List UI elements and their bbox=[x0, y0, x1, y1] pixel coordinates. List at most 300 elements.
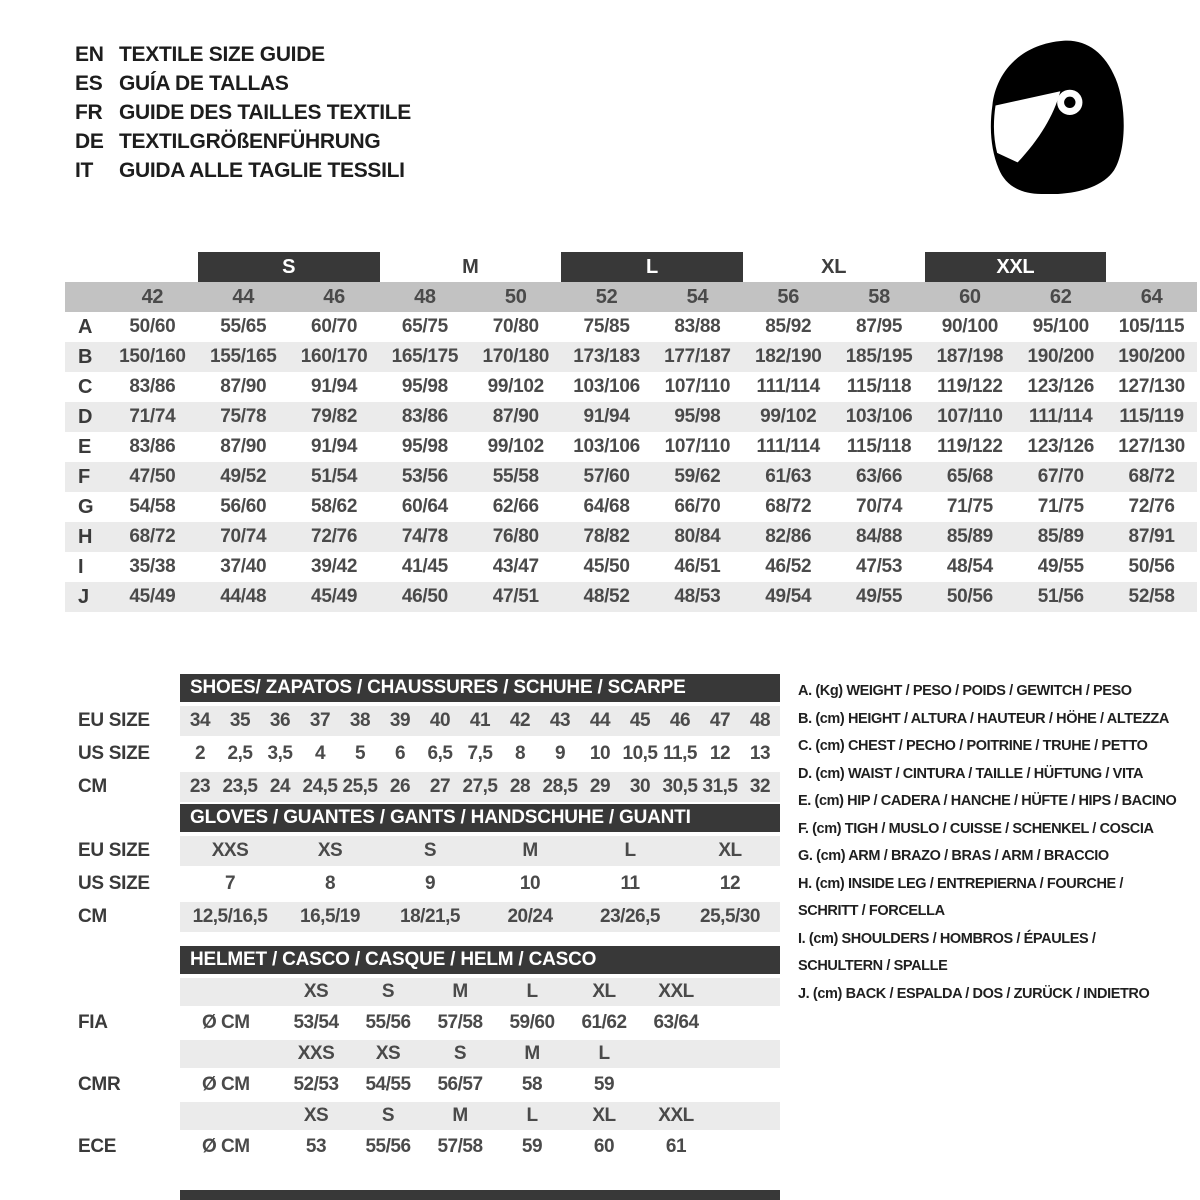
size-cell: 83/86 bbox=[401, 406, 448, 427]
row-label: A bbox=[78, 315, 93, 338]
legend-item: D. (cm) WAIST / CINTURA / TAILLE / HÜFTUNG / VITA bbox=[798, 765, 1144, 782]
size-cell: 34 bbox=[189, 710, 211, 731]
size-cell: XL bbox=[592, 981, 616, 1002]
size-cell: 4 bbox=[314, 743, 326, 764]
shoes-values bbox=[180, 739, 780, 769]
cutoff-header-bar bbox=[180, 1190, 780, 1200]
size-cell: 7 bbox=[224, 873, 236, 894]
size-cell: 59 bbox=[521, 1136, 543, 1157]
row-label: H bbox=[78, 525, 93, 548]
size-cell: 123/126 bbox=[1027, 376, 1095, 397]
size-cell: 23 bbox=[189, 776, 211, 797]
language-title-block bbox=[75, 40, 411, 185]
size-header-row bbox=[65, 252, 1197, 282]
size-cell: S bbox=[453, 1043, 467, 1064]
shoes-title: SHOES/ ZAPATOS / CHAUSSURES / SCHUHE / SCARPE bbox=[180, 674, 780, 702]
size-cell: 95/98 bbox=[674, 406, 721, 427]
size-cell: 107/110 bbox=[937, 406, 1003, 427]
size-cell: 53/54 bbox=[293, 1012, 339, 1033]
size-cell: 61/63 bbox=[765, 466, 812, 487]
size-cell: 127/130 bbox=[1118, 436, 1185, 457]
size-cell: 56/60 bbox=[220, 496, 267, 517]
language-title: GUIDE DES TAILLES TEXTILE bbox=[119, 101, 411, 124]
helmet-size-row bbox=[65, 1102, 780, 1130]
size-cell: 55/58 bbox=[492, 466, 539, 487]
shoes-row bbox=[65, 739, 780, 769]
size-cell: 187/198 bbox=[936, 346, 1004, 367]
language-row bbox=[75, 69, 411, 98]
size-cell: XS bbox=[303, 1105, 329, 1126]
helmet-size-row bbox=[65, 978, 780, 1006]
column-header: 62 bbox=[1049, 285, 1072, 308]
size-cell: 84/88 bbox=[856, 526, 903, 547]
size-cell: 103/106 bbox=[845, 406, 913, 427]
size-header-M: M bbox=[462, 255, 479, 278]
column-header: 60 bbox=[959, 285, 981, 308]
size-cell: 91/94 bbox=[311, 436, 358, 457]
size-cell: 65/75 bbox=[401, 316, 448, 337]
size-cell: 58/62 bbox=[311, 496, 358, 517]
gloves-row bbox=[65, 869, 780, 899]
size-cell: 57/60 bbox=[583, 466, 630, 487]
size-cell: 111/114 bbox=[756, 436, 820, 457]
size-cell: 68/72 bbox=[129, 526, 176, 547]
size-cell: 71/75 bbox=[1037, 496, 1084, 517]
row-label: ECE bbox=[78, 1136, 117, 1157]
helmet-value-row bbox=[65, 1009, 780, 1037]
language-code: ES bbox=[75, 72, 103, 95]
gloves-row bbox=[65, 836, 780, 866]
size-cell: 83/86 bbox=[129, 436, 176, 457]
gloves-size-table bbox=[65, 804, 780, 935]
legend-item: E. (cm) HIP / CADERA / HANCHE / HÜFTE / HIPS / BACINO bbox=[798, 793, 1177, 809]
row-label: FIA bbox=[78, 1012, 108, 1033]
size-cell: 59 bbox=[593, 1074, 615, 1095]
size-cell: 63/64 bbox=[653, 1012, 699, 1033]
size-cell: 29 bbox=[589, 776, 611, 797]
size-cell: 57/58 bbox=[437, 1136, 483, 1157]
size-cell: S bbox=[381, 1105, 395, 1126]
CMR-sizes bbox=[180, 1040, 780, 1068]
size-cell: 56/57 bbox=[437, 1074, 483, 1095]
row-label: F bbox=[78, 465, 90, 488]
measure-row-A bbox=[65, 312, 1197, 342]
language-title: TEXTILGRÖßENFÜHRUNG bbox=[119, 130, 381, 153]
size-cell: 107/110 bbox=[664, 376, 731, 397]
FIA-values bbox=[180, 1009, 780, 1037]
size-cell: 25,5 bbox=[342, 776, 378, 797]
size-cell: XXS bbox=[211, 840, 249, 861]
size-cell: 9 bbox=[554, 743, 566, 764]
size-cell: 90/100 bbox=[941, 316, 999, 337]
gloves-title-row bbox=[65, 804, 780, 832]
size-cell: 82/86 bbox=[765, 526, 812, 547]
size-cell: 5 bbox=[354, 743, 366, 764]
gloves-values bbox=[180, 836, 780, 866]
size-cell: 87/90 bbox=[220, 376, 267, 397]
size-cell: 54/58 bbox=[129, 496, 176, 517]
size-cell: 51/54 bbox=[311, 466, 358, 487]
size-cell: XXL bbox=[658, 1105, 694, 1126]
size-cell: 75/85 bbox=[583, 316, 630, 337]
measure-row-G bbox=[65, 492, 1197, 522]
size-cell: L bbox=[598, 1043, 610, 1064]
language-title: TEXTILE SIZE GUIDE bbox=[119, 43, 325, 66]
size-cell: 70/74 bbox=[856, 496, 903, 517]
size-cell: XL bbox=[718, 840, 742, 861]
size-cell: L bbox=[526, 1105, 538, 1126]
helmet-size-row bbox=[65, 1040, 780, 1068]
size-cell: 52/53 bbox=[293, 1074, 339, 1095]
spacer bbox=[65, 804, 180, 832]
size-cell: 95/98 bbox=[401, 376, 448, 397]
size-cell: 46/52 bbox=[765, 556, 812, 577]
row-label: US SIZE bbox=[78, 743, 150, 764]
size-cell: 74/78 bbox=[401, 526, 448, 547]
size-cell: 43/47 bbox=[492, 556, 539, 577]
size-header-L: L bbox=[561, 252, 743, 282]
row-label: I bbox=[78, 555, 84, 578]
size-cell: 67/70 bbox=[1037, 466, 1084, 487]
language-row bbox=[75, 98, 411, 127]
size-cell: XS bbox=[303, 981, 329, 1002]
size-cell: 28 bbox=[509, 776, 531, 797]
size-cell: XS bbox=[375, 1043, 401, 1064]
size-cell: 32 bbox=[749, 776, 771, 797]
size-cell: 115/118 bbox=[846, 376, 912, 397]
size-cell: 59/62 bbox=[674, 466, 721, 487]
size-cell: 30 bbox=[629, 776, 651, 797]
size-cell: 55/56 bbox=[365, 1136, 411, 1157]
size-cell: 105/115 bbox=[1118, 316, 1185, 337]
size-cell: S bbox=[381, 981, 395, 1002]
row-label: J bbox=[78, 585, 89, 608]
size-cell: 47 bbox=[709, 710, 731, 731]
shoes-size-table bbox=[65, 674, 780, 805]
column-header: 54 bbox=[686, 285, 709, 308]
size-cell: 78/82 bbox=[583, 526, 630, 547]
language-row bbox=[75, 40, 411, 69]
size-cell: 87/90 bbox=[492, 406, 539, 427]
size-cell: 11,5 bbox=[663, 743, 697, 764]
size-cell: 41/45 bbox=[401, 556, 448, 577]
size-cell: 44/48 bbox=[220, 586, 267, 607]
row-label: D bbox=[78, 405, 93, 428]
legend-item: A. (Kg) WEIGHT / PESO / POIDS / GEWITCH / PESO bbox=[798, 683, 1132, 699]
size-cell: 173/183 bbox=[573, 346, 640, 367]
size-cell: 62/66 bbox=[492, 496, 539, 517]
size-cell: 11 bbox=[620, 873, 640, 894]
measure-row-F bbox=[65, 462, 1197, 492]
unit-label: Ø CM bbox=[202, 1074, 250, 1095]
size-cell: 50/60 bbox=[129, 316, 176, 337]
size-cell: 107/110 bbox=[664, 436, 731, 457]
shoes-title-row bbox=[65, 674, 780, 702]
column-header: 56 bbox=[777, 285, 800, 308]
size-cell: 185/195 bbox=[845, 346, 913, 367]
size-cell: 83/88 bbox=[674, 316, 721, 337]
size-cell: 6 bbox=[394, 743, 406, 764]
size-cell: 190/200 bbox=[1027, 346, 1095, 367]
legend-item: SCHRITT / FORCELLA bbox=[798, 903, 945, 919]
size-cell: 40 bbox=[429, 710, 451, 731]
measure-row-E bbox=[65, 432, 1197, 462]
measure-row-B bbox=[65, 342, 1197, 372]
size-cell: 170/180 bbox=[482, 346, 550, 367]
size-cell: 39 bbox=[389, 710, 411, 731]
size-cell: 60/64 bbox=[401, 496, 448, 517]
measure-row-I bbox=[65, 552, 1197, 582]
size-cell: 115/118 bbox=[846, 436, 912, 457]
size-cell: 85/92 bbox=[765, 316, 812, 337]
size-cell: 53 bbox=[305, 1136, 327, 1157]
legend-item: C. (cm) CHEST / PECHO / POITRINE / TRUHE / PETTO bbox=[798, 738, 1148, 754]
size-cell: 71/74 bbox=[129, 406, 176, 427]
row-label: US SIZE bbox=[78, 873, 150, 894]
size-cell: 38 bbox=[349, 710, 371, 731]
unit-label: Ø CM bbox=[202, 1136, 250, 1157]
column-header: 50 bbox=[504, 285, 527, 308]
size-cell: 119/122 bbox=[937, 376, 1003, 397]
size-cell: 60 bbox=[593, 1136, 615, 1157]
size-cell: 66/70 bbox=[674, 496, 721, 517]
size-cell: 49/55 bbox=[1037, 556, 1084, 577]
size-cell: 8 bbox=[514, 743, 526, 764]
size-cell: 12,5/16,5 bbox=[192, 906, 268, 927]
size-cell: 10 bbox=[519, 873, 541, 894]
size-header-XL: XL bbox=[821, 255, 847, 278]
size-cell: 99/102 bbox=[487, 436, 544, 457]
size-cell: 79/82 bbox=[311, 406, 358, 427]
size-cell: 48 bbox=[749, 710, 771, 731]
size-cell: 190/200 bbox=[1118, 346, 1185, 367]
size-cell: 103/106 bbox=[573, 436, 640, 457]
helmet-value-row bbox=[65, 1133, 780, 1161]
measure-row-C bbox=[65, 372, 1197, 402]
legend-item: B. (cm) HEIGHT / ALTURA / HAUTEUR / HÖHE / ALTEZZA bbox=[798, 710, 1169, 727]
FIA-sizes bbox=[180, 978, 780, 1006]
legend-item: SCHULTERN / SPALLE bbox=[798, 958, 948, 974]
size-cell: 72/76 bbox=[311, 526, 358, 547]
legend-item: J. (cm) BACK / ESPALDA / DOS / ZURÜCK / INDIETRO bbox=[798, 985, 1150, 1002]
size-cell: 59/60 bbox=[509, 1012, 555, 1033]
gloves-values bbox=[180, 869, 780, 899]
shoes-rows bbox=[65, 706, 780, 802]
size-cell: 99/102 bbox=[760, 406, 817, 427]
size-cell: 83/86 bbox=[129, 376, 176, 397]
size-cell: 111/114 bbox=[756, 376, 820, 397]
size-cell: 165/175 bbox=[391, 346, 459, 367]
spacer bbox=[65, 674, 180, 702]
helmet-value-row bbox=[65, 1071, 780, 1099]
size-cell: 70/74 bbox=[220, 526, 267, 547]
row-label: CM bbox=[78, 776, 107, 797]
helmet-title-row bbox=[65, 946, 780, 974]
size-cell: 2 bbox=[194, 743, 206, 764]
size-cell: 87/95 bbox=[856, 316, 903, 337]
column-header: 48 bbox=[414, 285, 436, 308]
size-cell: 71/75 bbox=[946, 496, 993, 517]
size-cell: 39/42 bbox=[311, 556, 358, 577]
column-header: 58 bbox=[868, 285, 890, 308]
size-cell: 64/68 bbox=[583, 496, 630, 517]
gloves-row bbox=[65, 902, 780, 932]
size-cell: 25,5/30 bbox=[700, 906, 760, 927]
size-cell: 80/84 bbox=[674, 526, 721, 547]
size-cell: 95/100 bbox=[1032, 316, 1089, 337]
legend-item: F. (cm) TIGH / MUSLO / CUISSE / SCHENKEL / COSCIA bbox=[798, 820, 1154, 837]
size-cell: 20/24 bbox=[507, 906, 553, 927]
ECE-sizes bbox=[180, 1102, 780, 1130]
size-cell: 75/78 bbox=[220, 406, 267, 427]
size-cell: 123/126 bbox=[1027, 436, 1095, 457]
size-cell: 35 bbox=[229, 710, 251, 731]
size-cell: 9 bbox=[424, 873, 436, 894]
size-cell: 47/53 bbox=[856, 556, 903, 577]
size-cell: 3,5 bbox=[267, 743, 293, 764]
size-cell: 52/58 bbox=[1128, 586, 1175, 607]
row-label: E bbox=[78, 435, 92, 458]
size-cell: 57/58 bbox=[437, 1012, 483, 1033]
column-header: 64 bbox=[1140, 285, 1163, 308]
size-cell: 45/49 bbox=[311, 586, 358, 607]
size-header-XXL: XXL bbox=[925, 252, 1107, 282]
size-cell: 160/170 bbox=[300, 346, 368, 367]
numeric-size-band bbox=[65, 282, 1197, 312]
size-cell: 37 bbox=[309, 710, 331, 731]
size-cell: 41 bbox=[469, 710, 491, 731]
row-label: B bbox=[78, 345, 93, 368]
helmet-rows bbox=[65, 978, 780, 1161]
size-cell: 65/68 bbox=[946, 466, 993, 487]
size-cell: 49/55 bbox=[856, 586, 903, 607]
size-cell: M bbox=[452, 981, 468, 1002]
size-cell: 103/106 bbox=[573, 376, 640, 397]
column-header: 42 bbox=[141, 285, 164, 308]
size-cell: 46 bbox=[669, 710, 691, 731]
row-label: G bbox=[78, 495, 94, 518]
measure-row-J bbox=[65, 582, 1197, 612]
language-code: DE bbox=[75, 130, 104, 153]
size-cell: 91/94 bbox=[583, 406, 630, 427]
size-cell: 12 bbox=[709, 743, 731, 764]
size-cell: L bbox=[624, 840, 636, 861]
size-cell: 85/89 bbox=[946, 526, 993, 547]
size-cell: 10 bbox=[589, 743, 611, 764]
size-cell: 150/160 bbox=[119, 346, 186, 367]
size-cell: 48/53 bbox=[674, 586, 721, 607]
size-cell: 27,5 bbox=[462, 776, 498, 797]
size-cell: 44 bbox=[589, 710, 611, 731]
size-cell: 63/66 bbox=[856, 466, 903, 487]
size-cell: 42 bbox=[509, 710, 531, 731]
size-cell: 16,5/19 bbox=[300, 906, 360, 927]
size-cell: 85/89 bbox=[1037, 526, 1084, 547]
size-cell: 61/62 bbox=[581, 1012, 627, 1033]
size-cell: 10,5 bbox=[622, 743, 658, 764]
size-cell: 76/80 bbox=[492, 526, 539, 547]
shoes-values bbox=[180, 772, 780, 802]
size-cell: 47/50 bbox=[129, 466, 176, 487]
size-cell: 36 bbox=[269, 710, 291, 731]
size-cell: 68/72 bbox=[1128, 466, 1175, 487]
helmet-size-table bbox=[65, 946, 780, 1164]
size-cell: 23/26,5 bbox=[600, 906, 660, 927]
row-label: CMR bbox=[78, 1074, 121, 1095]
size-cell: 48/52 bbox=[583, 586, 630, 607]
helmet-title: HELMET / CASCO / CASQUE / HELM / CASCO bbox=[180, 946, 780, 974]
column-header: 46 bbox=[323, 285, 345, 308]
spacer bbox=[65, 1040, 180, 1068]
size-cell: 27 bbox=[429, 776, 451, 797]
shoes-row bbox=[65, 772, 780, 802]
size-cell: 45/49 bbox=[129, 586, 176, 607]
spacer bbox=[65, 978, 180, 1006]
shoes-values bbox=[180, 706, 780, 736]
row-label: C bbox=[78, 375, 93, 398]
size-cell: 43 bbox=[549, 710, 571, 731]
size-cell: M bbox=[522, 840, 538, 861]
size-cell: 45/50 bbox=[583, 556, 630, 577]
size-cell: 60/70 bbox=[311, 316, 358, 337]
size-cell: 87/91 bbox=[1128, 526, 1175, 547]
size-cell: 58 bbox=[521, 1074, 543, 1095]
size-cell: 53/56 bbox=[401, 466, 448, 487]
size-cell: 99/102 bbox=[487, 376, 544, 397]
size-header-S: S bbox=[198, 252, 380, 282]
size-cell: 7,5 bbox=[467, 743, 493, 764]
size-cell: 91/94 bbox=[311, 376, 358, 397]
legend-item: H. (cm) INSIDE LEG / ENTREPIERNA / FOURCHE / bbox=[798, 875, 1124, 892]
shoes-row bbox=[65, 706, 780, 736]
size-cell: 24 bbox=[269, 776, 291, 797]
size-cell: M bbox=[524, 1043, 540, 1064]
row-label: EU SIZE bbox=[78, 840, 150, 861]
ECE-values bbox=[180, 1133, 780, 1161]
size-cell: XXS bbox=[297, 1043, 335, 1064]
size-cell: 8 bbox=[324, 873, 336, 894]
size-cell: 28,5 bbox=[542, 776, 578, 797]
size-cell: 50/56 bbox=[1128, 556, 1175, 577]
size-cell: 95/98 bbox=[401, 436, 448, 457]
size-cell: 54/55 bbox=[365, 1074, 411, 1095]
size-cell: 31,5 bbox=[702, 776, 738, 797]
legend-item: G. (cm) ARM / BRAZO / BRAS / ARM / BRACCIO bbox=[798, 848, 1109, 864]
size-cell: 37/40 bbox=[220, 556, 267, 577]
size-cell: 26 bbox=[389, 776, 411, 797]
size-cell: 72/76 bbox=[1128, 496, 1175, 517]
measurement-legend bbox=[798, 678, 1200, 1008]
size-cell: 49/52 bbox=[220, 466, 267, 487]
language-title: GUIDA ALLE TAGLIE TESSILI bbox=[119, 159, 405, 182]
size-cell: 127/130 bbox=[1118, 376, 1185, 397]
size-cell: 70/80 bbox=[492, 316, 539, 337]
size-cell: 61 bbox=[665, 1136, 687, 1157]
language-code: EN bbox=[75, 43, 104, 66]
size-cell: 12 bbox=[719, 873, 741, 894]
size-cell: 47/51 bbox=[492, 586, 539, 607]
size-cell: 6,5 bbox=[427, 743, 453, 764]
size-cell: 115/119 bbox=[1119, 406, 1184, 427]
size-cell: 111/114 bbox=[1029, 406, 1093, 427]
gloves-values bbox=[180, 902, 780, 932]
row-label: EU SIZE bbox=[78, 710, 150, 731]
size-cell: 55/65 bbox=[220, 316, 267, 337]
size-cell: 13 bbox=[749, 743, 771, 764]
measure-row-H bbox=[65, 522, 1197, 552]
size-cell: S bbox=[423, 840, 437, 861]
measure-row-D bbox=[65, 402, 1197, 432]
